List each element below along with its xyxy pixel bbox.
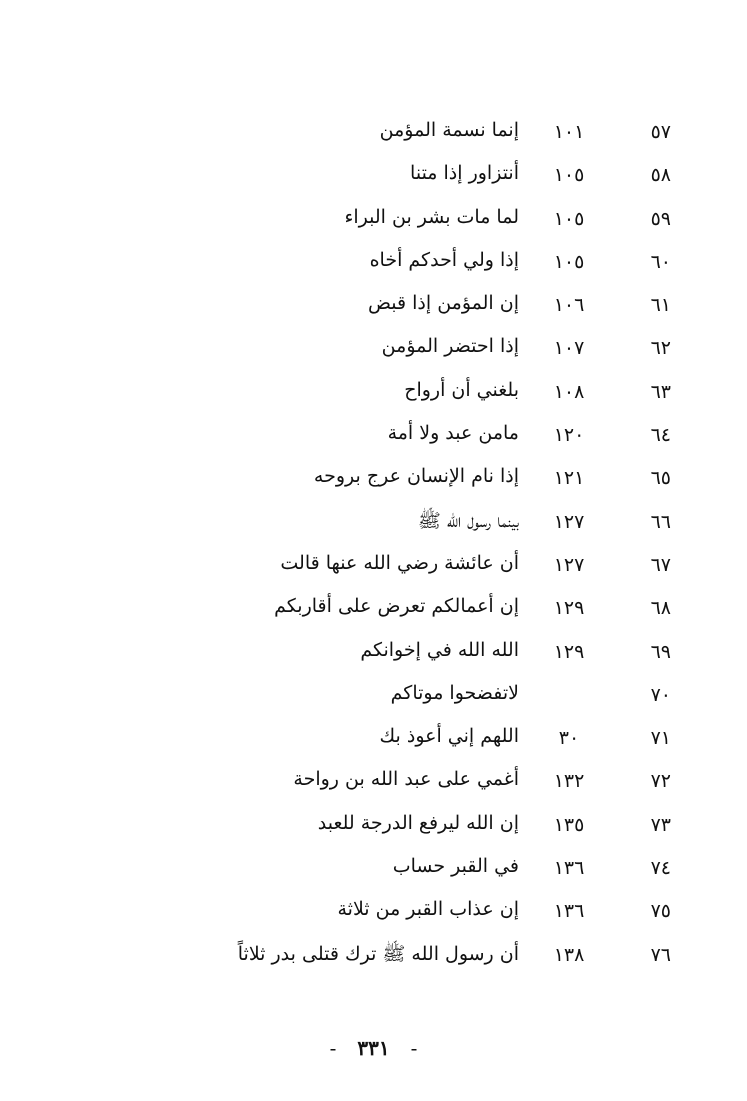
row-page: ١٣٢ bbox=[553, 770, 585, 793]
index-row bbox=[0, 503, 747, 546]
row-title: لاتفضحوا موتاكم bbox=[390, 681, 519, 704]
row-title: إن عذاب القبر من ثلاثة bbox=[337, 898, 519, 921]
row-number: ٧٠ bbox=[650, 683, 671, 706]
row-page: ١٣٥ bbox=[553, 813, 585, 836]
row-number: ٦٦ bbox=[650, 510, 671, 533]
row-title: إذا نام الإنسان عرج بروحه bbox=[313, 465, 519, 488]
index-row bbox=[0, 200, 747, 243]
row-number: ٧١ bbox=[650, 727, 671, 750]
index-row bbox=[0, 892, 747, 935]
row-title: أن رسول الله ﷺ ترك قتلى بدر ثلاثاً bbox=[237, 942, 519, 965]
row-number: ٦٨ bbox=[650, 597, 671, 620]
row-number: ٧٥ bbox=[650, 900, 671, 923]
row-title: في القبر حساب bbox=[392, 855, 519, 878]
row-number: ٧٣ bbox=[650, 813, 671, 836]
index-table bbox=[0, 113, 747, 979]
row-number: ٦٥ bbox=[650, 467, 671, 490]
row-number: ٥٧ bbox=[650, 121, 671, 143]
row-number: ٦٣ bbox=[650, 380, 671, 403]
row-title: إذا احتضر المؤمن bbox=[381, 335, 519, 358]
row-page: ١٣٨ bbox=[553, 943, 585, 966]
row-title: إن أعمالكم تعرض على أقاربكم bbox=[274, 595, 519, 618]
index-row bbox=[0, 849, 747, 892]
index-row bbox=[0, 459, 747, 502]
row-title: مامن عبد ولا أمة bbox=[387, 422, 519, 445]
index-row bbox=[0, 329, 747, 372]
index-row bbox=[0, 719, 747, 762]
row-page: ١٢٠ bbox=[553, 424, 585, 447]
row-page: ١٢٩ bbox=[553, 640, 585, 663]
index-row bbox=[0, 936, 747, 979]
index-row bbox=[0, 113, 747, 156]
row-title: إنما نسمة المؤمن bbox=[379, 119, 519, 141]
page-footer bbox=[0, 1036, 747, 1060]
footer-dash: - bbox=[410, 1036, 418, 1060]
row-title: إن الله ليرفع الدرجة للعبد bbox=[317, 811, 519, 834]
row-title: أنتزاور إذا متنا bbox=[410, 162, 519, 185]
index-row bbox=[0, 546, 747, 589]
row-title: بينما رسول الله ﷺ bbox=[417, 509, 519, 532]
row-page: ١٠٧ bbox=[553, 337, 585, 360]
row-title: لما مات بشر بن البراء bbox=[344, 205, 519, 228]
row-number: ٧٤ bbox=[650, 857, 671, 880]
index-row bbox=[0, 762, 747, 805]
row-title: أغمي على عبد الله بن رواحة bbox=[293, 768, 519, 791]
index-row bbox=[0, 633, 747, 676]
row-title: إن المؤمن إذا قبض bbox=[368, 292, 519, 315]
row-number: ٧٦ bbox=[650, 943, 671, 966]
row-page: ١٠٥ bbox=[553, 164, 585, 187]
row-title: أن عائشة رضي الله عنها قالت bbox=[280, 551, 519, 574]
index-row bbox=[0, 806, 747, 849]
row-page: ١٠٥ bbox=[553, 207, 585, 230]
row-number: ٦١ bbox=[650, 294, 671, 317]
row-number: ٥٩ bbox=[650, 207, 671, 230]
footer-dash: - bbox=[329, 1036, 337, 1060]
row-page: ١٢١ bbox=[553, 467, 585, 490]
index-row bbox=[0, 156, 747, 199]
index-row bbox=[0, 243, 747, 286]
row-title: الله الله في إخوانكم bbox=[360, 638, 519, 661]
row-title: بلغني أن أرواح bbox=[404, 378, 519, 401]
row-number: ٦٩ bbox=[650, 640, 671, 663]
index-row bbox=[0, 589, 747, 632]
row-number: ٦٢ bbox=[650, 337, 671, 360]
page-number: ٣٣١ bbox=[357, 1036, 390, 1060]
row-number: ٦٧ bbox=[650, 553, 671, 576]
row-page: ١٠٨ bbox=[553, 380, 585, 403]
row-page: ١٣٦ bbox=[553, 857, 585, 880]
row-page: ١٣٦ bbox=[553, 900, 585, 923]
row-number: ٧٢ bbox=[650, 770, 671, 793]
row-number: ٦٠ bbox=[650, 250, 671, 273]
row-number: ٥٨ bbox=[650, 164, 671, 187]
index-row bbox=[0, 416, 747, 459]
row-number: ٦٤ bbox=[650, 424, 671, 447]
row-page: ١٢٧ bbox=[553, 510, 585, 533]
row-page: ٣٠ bbox=[558, 727, 580, 750]
row-page: ١٢٧ bbox=[553, 553, 585, 576]
row-page: ١٢٩ bbox=[553, 597, 585, 620]
row-title: إذا ولي أحدكم أخاه bbox=[369, 248, 519, 271]
index-row bbox=[0, 373, 747, 416]
row-page: ١٠٥ bbox=[553, 250, 585, 273]
index-row bbox=[0, 286, 747, 329]
row-title: اللهم إني أعوذ بك bbox=[379, 725, 519, 748]
row-page: ١٠٦ bbox=[553, 294, 585, 317]
row-page: ١٠١ bbox=[553, 121, 585, 143]
index-row bbox=[0, 676, 747, 719]
